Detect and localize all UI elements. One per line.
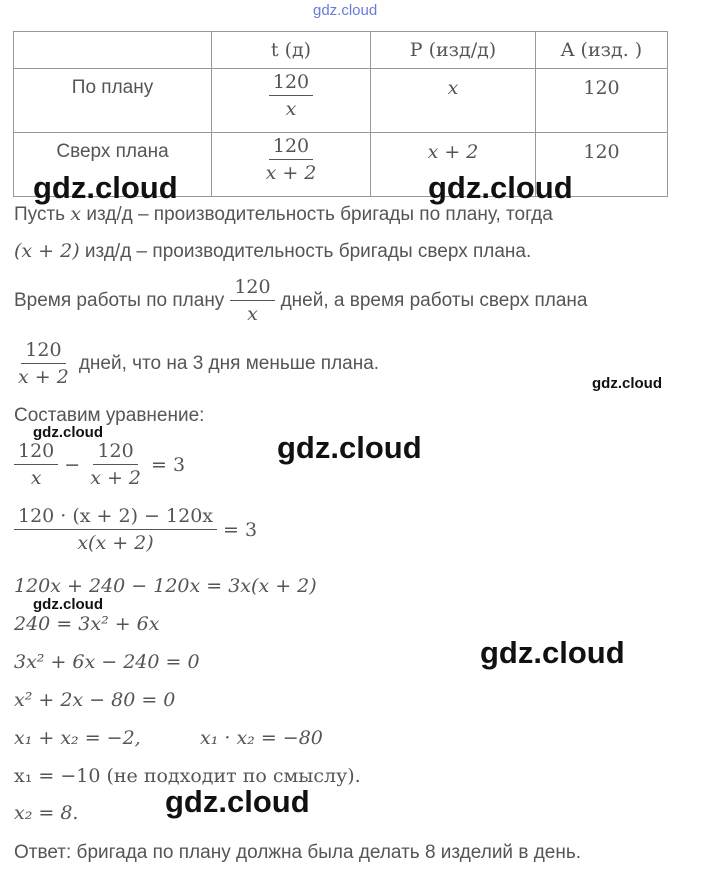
header-cell-amount: A (изд. ) bbox=[536, 32, 668, 69]
cell-amount-plan: 120 bbox=[536, 69, 668, 133]
table-row bbox=[14, 69, 668, 133]
equation-3: 120x + 240 − 120x = 3x(x + 2) bbox=[14, 575, 317, 597]
cell-time-over-plan bbox=[212, 133, 371, 197]
header-cell-time: t (д) bbox=[212, 32, 371, 69]
fraction: $\frac{120}{x + 2}$ bbox=[265, 135, 317, 184]
fraction: $\frac{120}{x}$ bbox=[269, 71, 313, 120]
watermark-top: gdz.cloud bbox=[313, 2, 378, 19]
cell-productivity-plan: x bbox=[371, 69, 536, 133]
row-label-over-plan: Сверх плана bbox=[14, 133, 212, 197]
fraction: $\frac{120 \cdot (x + 2) - 120x}{x(x + 2)}$ bbox=[14, 505, 217, 554]
equation-5: 3x² + 6x − 240 = 0 bbox=[14, 651, 200, 673]
cell-productivity-over-plan: x + 2 bbox=[371, 133, 536, 197]
paragraph-3: Время работы по плану $\frac{120}{x}$ дней, а время работы сверх плана bbox=[14, 276, 588, 325]
fraction: $\frac{120}{x}$ bbox=[230, 276, 274, 325]
watermark: gdz.cloud bbox=[33, 596, 103, 613]
fraction: $\frac{120}{x + 2}$ bbox=[18, 339, 69, 388]
watermark: gdz.cloud bbox=[277, 430, 422, 465]
watermark: gdz.cloud bbox=[480, 635, 625, 670]
table-header-row bbox=[14, 32, 668, 69]
paragraph-4: $\frac{120}{x + 2}$ дней, что на 3 дня меньше плана. bbox=[14, 339, 379, 388]
cell-amount-over-plan: 120 bbox=[536, 133, 668, 197]
cell-time-plan bbox=[212, 69, 371, 133]
watermark: gdz.cloud bbox=[428, 170, 573, 205]
answer-text: Ответ: бригада по плану должна была делать 8 изделий в день. bbox=[14, 842, 582, 863]
equation-7a: x₁ + x₂ = −2, bbox=[14, 727, 141, 749]
equation-9: x₂ = 8. bbox=[14, 802, 79, 824]
equation-6: x² + 2x − 80 = 0 bbox=[14, 689, 176, 711]
header-cell-empty bbox=[14, 32, 212, 69]
watermark: gdz.cloud bbox=[592, 375, 662, 392]
fraction: $\frac{120}{x}$ bbox=[14, 440, 58, 489]
watermark: gdz.cloud bbox=[165, 784, 310, 819]
paragraph-5: Составим уравнение: bbox=[14, 405, 205, 426]
watermark: gdz.cloud bbox=[33, 170, 178, 205]
row-label-plan: По плану bbox=[14, 69, 212, 133]
paragraph-2: (x + 2) изд/д – производительность бригады сверх плана. bbox=[14, 240, 532, 262]
equation-2: $\frac{120 \cdot (x + 2) - 120x}{x(x + 2)}$ = 3 bbox=[14, 505, 257, 554]
equation-4: 240 = 3x² + 6x bbox=[14, 613, 160, 635]
equation-7b: x₁ · x₂ = −80 bbox=[200, 727, 323, 749]
paragraph-1: Пусть x изд/д – производительность бригады по плану, тогда bbox=[14, 203, 553, 225]
watermark: gdz.cloud bbox=[33, 424, 103, 441]
fraction: $\frac{120}{x + 2}$ bbox=[90, 440, 141, 489]
equation-8: x₁ = −10 (не подходит по смыслу). bbox=[14, 765, 361, 787]
equation-1: $\frac{120}{x}$ − $\frac{120}{x + 2}$ = 3 bbox=[14, 440, 185, 489]
header-cell-productivity: P (изд/д) bbox=[371, 32, 536, 69]
